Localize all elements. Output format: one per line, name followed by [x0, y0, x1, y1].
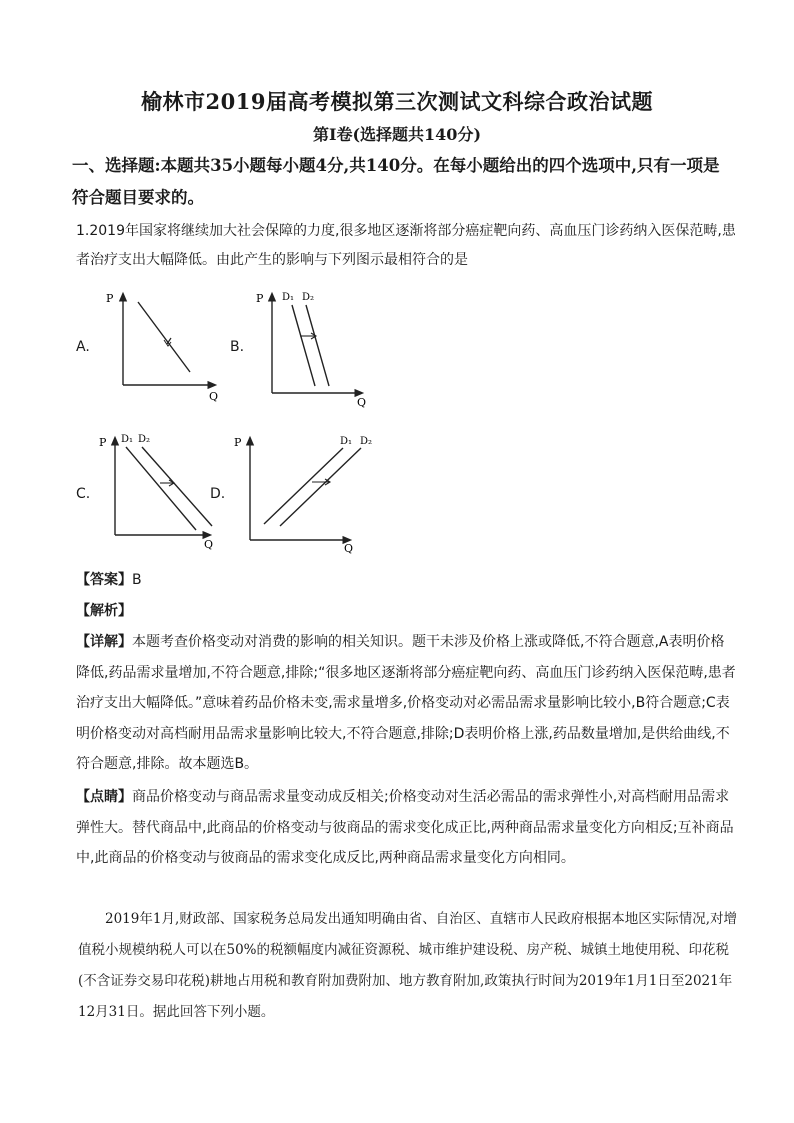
x-axis-label: Q	[357, 396, 367, 409]
demand-curve-d2	[306, 305, 329, 386]
demand-curve-d2	[142, 447, 212, 526]
y-axis-label: P	[234, 436, 242, 449]
answer-value: B	[132, 572, 142, 588]
demand-curve	[138, 302, 190, 372]
option-d-label: D.	[210, 486, 226, 502]
curve-label-d1: D₁	[282, 292, 295, 303]
comment-text: 商品价格变动与商品需求量变动成反相关;价格变动对生活必需品的需求弹性小,对高档耐用品需求弹性大。替代商品中,此商品的价格变动与彼商品的需求变化成正比,两种商品需求量变化方向相反;互补商品中,此商品的价格变动与彼商品的需求变化成反比,两种商品需求量变化方向相同。	[76, 789, 734, 866]
x-axis-label: Q	[209, 390, 219, 403]
option-a-label: A.	[76, 339, 90, 355]
answer-tag: 【答案】	[76, 572, 132, 588]
y-axis-label: P	[256, 292, 264, 305]
detail-paragraph	[76, 627, 736, 780]
demand-curve-d1	[292, 305, 315, 386]
answer-line	[76, 565, 736, 596]
supply-curve-d2	[280, 448, 361, 526]
x-axis-label: Q	[344, 542, 354, 555]
demand-curve-d1	[126, 447, 196, 530]
section-subtitle: 第Ⅰ卷(选择题共140分)	[312, 125, 482, 144]
comment-paragraph	[76, 782, 736, 874]
analysis-tag: 【解析】	[76, 603, 132, 619]
comment-tag: 【点睛】	[76, 789, 132, 805]
detail-tag: 【详解】	[76, 634, 132, 650]
curve-label-d2: D₂	[138, 434, 151, 445]
curve-label-d1: D₁	[121, 434, 134, 445]
y-axis-label: P	[106, 292, 114, 305]
option-b-graph	[250, 280, 380, 415]
page-title: 榆林市2019届高考模拟第三次测试文科综合政治试题	[141, 89, 653, 114]
option-c-label: C.	[76, 486, 91, 502]
curve-label-d1: D₁	[340, 436, 353, 447]
y-axis-label: P	[99, 436, 107, 449]
x-axis-label: Q	[204, 538, 214, 551]
question-stem: 1.2019年国家将继续加大社会保障的力度,很多地区逐渐将部分癌症靶向药、高血压门诊药纳入医保范畴,患者治疗支出大幅降低。由此产生的影响与下列图示最相符合的是	[76, 223, 736, 268]
section-heading: 一、选择题:本题共35小题每小题4分,共140分。在每小题给出的四个选项中,只有一项是符合题目要求的。	[72, 156, 720, 207]
option-c-graph	[96, 428, 226, 558]
curve-label-d2: D₂	[302, 292, 315, 303]
option-d-graph	[232, 428, 382, 558]
supply-curve-d1	[264, 448, 343, 524]
option-a-graph	[96, 280, 226, 410]
material-paragraph: 2019年1月,财政部、国家税务总局发出通知明确由省、自治区、直辖市人民政府根据本地区实际情况,对增值税小规模纳税人可以在50%的税额幅度内减征资源税、城市维护建设税、房产税、城镇土地使用税、印花税(不含证券交易印花税)耕地占用税和教育附加费附加、地方教育附加,政策执行时间为2019年1月1日至2021年12月31日。据此回答下列小题。	[78, 911, 738, 1020]
curve-label-d2: D₂	[360, 436, 373, 447]
detail-text: 本题考查价格变动对消费的影响的相关知识。题干未涉及价格上涨或降低,不符合题意,A表明价格降低,药品需求量增加,不符合题意,排除;“很多地区逐渐将部分癌症靶向药、高血压门诊药纳入医保范畴,患者治疗支出大幅降低。”意味着药品价格未变,需求量增多,价格变动对必需品需求量影响比较小,B符合题意;C表明价格变动对高档耐用品需求量影响比较大,不符合题意,排除;D表明价格上涨,药品数量增加,是供给曲线,不符合题意,排除。故本题选B。	[76, 634, 736, 772]
option-b-label: B.	[230, 339, 245, 355]
analysis-line	[76, 596, 736, 627]
